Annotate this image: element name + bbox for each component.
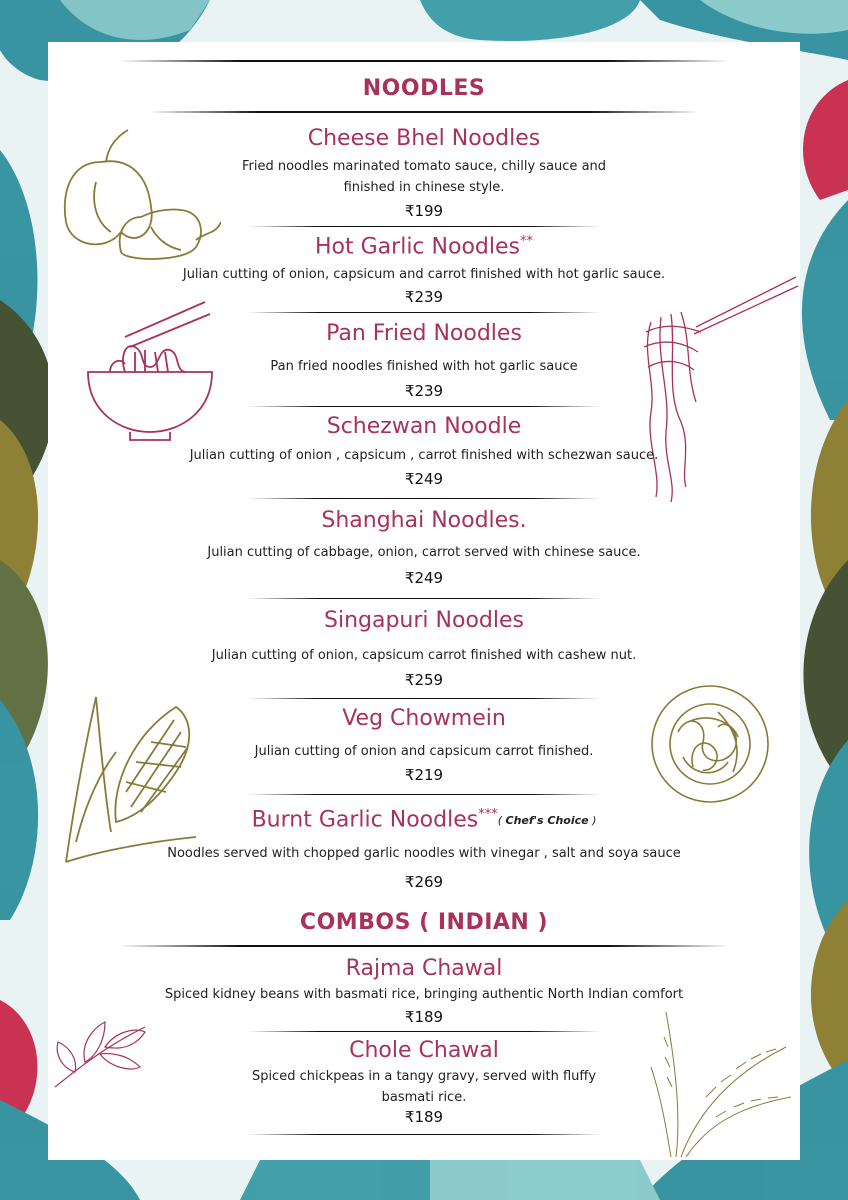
- menu-item-description: Pan fried noodles finished with hot garlic sauce: [270, 359, 578, 374]
- menu-item-price: ₹269: [404, 873, 444, 891]
- divider-line: [248, 698, 600, 699]
- menu-item-description: Julian cutting of cabbage, onion, carrot served with chinese sauce.: [207, 545, 641, 560]
- menu-item-name: Chole Chawal: [349, 1038, 499, 1063]
- menu-item-description: Julian cutting of onion , capsicum , carrot finished with schezwan sauce.: [189, 448, 659, 463]
- menu-item-description: Spiced kidney beans with basmati rice, bringing authentic North Indian comfort: [164, 987, 684, 1002]
- divider-line: [248, 498, 600, 499]
- divider-line: [248, 1031, 600, 1032]
- menu-item-description: Noodles served with chopped garlic noodles with vinegar , salt and soya sauce: [167, 846, 681, 861]
- chefs-choice-tag: ( Chef's Choice ): [497, 813, 597, 827]
- menu-item-name: Pan Fried Noodles: [326, 321, 522, 346]
- menu-item-name: Cheese Bhel Noodles: [307, 126, 541, 151]
- menu-item-name: Rajma Chawal: [345, 956, 503, 981]
- menu-item-price: ₹249: [404, 470, 444, 488]
- menu-item-name: Schezwan Noodle: [326, 414, 522, 439]
- menu-item-name: Shanghai Noodles.: [321, 508, 527, 533]
- divider-line: [248, 312, 600, 313]
- menu-item-description: Julian cutting of onion and capsicum carrot finished.: [254, 744, 594, 759]
- divider-line: [248, 794, 600, 795]
- menu-item-description: Julian cutting of onion, capsicum and carrot finished with hot garlic sauce.: [182, 267, 666, 282]
- divider-line: [148, 111, 700, 113]
- menu-item-name: Singapuri Noodles: [324, 608, 524, 633]
- divider-line: [118, 60, 730, 62]
- menu-item-price: ₹239: [404, 382, 444, 400]
- section-title-combos: COMBOS ( INDIAN ): [299, 910, 549, 935]
- divider-line: [248, 598, 600, 599]
- menu-item-price: ₹219: [404, 766, 444, 784]
- menu-item-name: Burnt Garlic Noodles***( Chef's Choice ): [251, 807, 597, 833]
- menu-item-description: Fried noodles marinated tomato sauce, chilly sauce and finished in chinese style.: [241, 159, 607, 195]
- divider-line: [118, 945, 730, 947]
- divider-line: [248, 226, 600, 227]
- menu-item-price: ₹189: [404, 1108, 444, 1126]
- menu-item-price: ₹259: [404, 671, 444, 689]
- menu-item-name: Veg Chowmein: [342, 706, 506, 731]
- menu-item-price: ₹199: [404, 202, 444, 220]
- menu-item-price: ₹189: [404, 1008, 444, 1026]
- menu-item-description: Julian cutting of onion, capsicum carrot finished with cashew nut.: [211, 648, 637, 663]
- section-title-noodles: NOODLES: [362, 76, 486, 101]
- menu-page: [48, 42, 800, 1160]
- menu-item-price: ₹239: [404, 288, 444, 306]
- divider-line: [248, 406, 600, 407]
- menu-item-name: Hot Garlic Noodles**: [315, 234, 533, 260]
- menu-item-price: ₹249: [404, 569, 444, 587]
- menu-item-description: Spiced chickpeas in a tangy gravy, served with fluffy basmati rice.: [251, 1069, 597, 1105]
- divider-line: [248, 1134, 600, 1135]
